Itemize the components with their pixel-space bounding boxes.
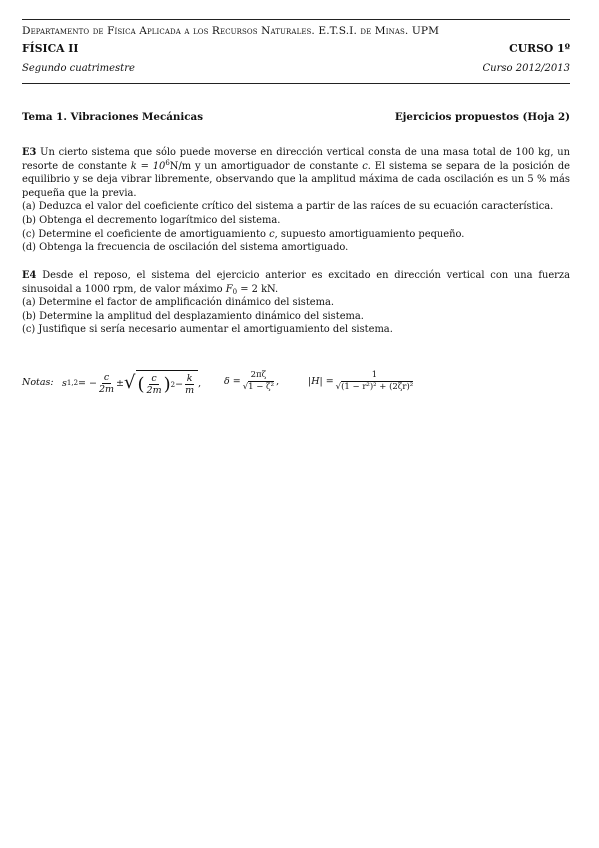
- e3-statement: [22, 146, 570, 200]
- delta-lhs: δ =: [224, 376, 241, 387]
- roots-comma: ,: [198, 377, 202, 389]
- formula-roots: s 1,2 = − $\frac{c}{2m}$ ± √ ( $\frac{c}{2m}$ ) 2 − $\frac{k}{m}$ ,: [62, 371, 202, 396]
- h-radical-icon: √: [335, 382, 342, 392]
- delta-comma: ,: [276, 376, 280, 387]
- e3-item-c: [22, 228, 570, 242]
- e3-text-1: Un cierto sistema que sólo puede moverse en dirección vertical consta de una masa total de 100 kg, un resorte de constante: [22, 147, 570, 172]
- e3-text-3: . El sistema se separa de la posición de equilibrio y se deja vibrar libremente, observando que la amplitud máxima de cada oscilación es un 5 % más pequeña que la previa.: [22, 160, 571, 199]
- e4-text-1: Desde el reposo, el sistema del ejercicio anterior es excitado en dirección vertical con una fuerza sinusoidal a 1000 rpm, de valor máximo: [22, 270, 570, 295]
- notes-formulas: [22, 364, 570, 404]
- header-subject-row: [22, 42, 570, 55]
- delta-radical-icon: √: [242, 382, 249, 392]
- course-label: CURSO 1º: [509, 42, 570, 55]
- e3-item-c-text: (c) Determine el coeficiente de amortiguamiento: [22, 228, 270, 240]
- e4-item-c: (c) Justifique si sería necesario aumentar el amortiguamiento del sistema.: [22, 324, 393, 336]
- e4-force-value: = 2 kN.: [237, 283, 279, 295]
- fraction-h: [334, 370, 416, 393]
- frac-den-2m: 2m: [98, 383, 115, 395]
- sheet-title: Ejercicios propuestos (Hoja 2): [394, 111, 570, 123]
- fraction-c-over-2m: [97, 372, 116, 395]
- subject-title: FÍSICA II: [22, 42, 79, 55]
- fraction-k-over-m: [183, 373, 196, 396]
- delta-radicand: 1 − ζ²: [248, 382, 275, 392]
- formula-amplification: [308, 370, 415, 393]
- inner-num-c: c: [151, 373, 157, 384]
- e3-k-symbol: k = 10: [130, 160, 166, 172]
- e3-item-c-symbol: c: [269, 228, 275, 240]
- notes-label: Notas:: [22, 377, 54, 388]
- inner-den-2m: 2m: [146, 385, 162, 396]
- e4-item-a: (a) Determine el factor de amplificación dinámico del sistema.: [22, 297, 335, 309]
- e3-item-b: (b) Obtenga el decremento logarítmico del sistema.: [22, 214, 281, 226]
- header-term-row: [22, 63, 570, 74]
- e4-code: E4: [22, 270, 37, 281]
- frac-num-k: k: [186, 373, 193, 384]
- frac-den-m: m: [185, 385, 195, 396]
- e3-code: E3: [22, 147, 37, 158]
- e3-item-c-tail: , supuesto amortiguamiento pequeño.: [274, 228, 465, 240]
- topic-title: Tema 1. Vibraciones Mecánicas: [22, 111, 204, 123]
- e4-force-symbol: F: [225, 283, 233, 295]
- topic-row: [22, 111, 570, 123]
- e3-c-symbol: c: [362, 160, 368, 172]
- roots-equals: = −: [78, 377, 97, 389]
- roots-symbol: s: [62, 377, 67, 389]
- h-lhs: |H| =: [308, 376, 334, 387]
- fraction-delta: [241, 370, 276, 393]
- e4-item-b: (b) Determine la amplitud del desplazamiento dinámico del sistema.: [22, 310, 364, 322]
- frac-num-c: c: [103, 371, 110, 383]
- department-name: Departamento de Física Aplicada a los Recursos Naturales. E.T.S.I. de Minas. UPM: [22, 25, 440, 37]
- sqrt-discriminant: [124, 370, 198, 396]
- e4-force-subscript: 0: [232, 287, 238, 296]
- h-radicand: (1 − r²)² + (2ζr)²: [341, 382, 414, 392]
- fraction-inner: [145, 373, 164, 396]
- header-top-rule: [22, 19, 570, 20]
- exercise-e3: [22, 146, 570, 255]
- minus-sign: −: [175, 379, 184, 390]
- h-numerator: 1: [371, 370, 378, 380]
- radicand: ( $\frac{c}{2m}$ ) 2 − $\frac{k}{m}$: [136, 370, 199, 396]
- semester-label: Segundo cuatrimestre: [22, 63, 135, 74]
- paren-close: ): [163, 373, 171, 395]
- e3-k-exponent: 6: [165, 158, 170, 167]
- e3-text-2: N/m y un amortiguador de constante: [169, 160, 363, 172]
- radical-sign-icon: √: [124, 372, 136, 393]
- header-department-row: [22, 25, 570, 37]
- delta-denominator: [241, 382, 276, 393]
- e3-item-a: (a) Deduzca el valor del coeficiente crítico del sistema a partir de las raíces de su ecuación característica.: [22, 201, 554, 213]
- paren-open: (: [137, 373, 145, 395]
- h-denominator: [334, 382, 416, 393]
- e3-item-d: (d) Obtenga la frecuencia de oscilación del sistema amortiguado.: [22, 242, 349, 254]
- e4-statement: [22, 269, 570, 296]
- exercise-e4: [22, 269, 570, 337]
- formula-log-decrement: [224, 370, 279, 393]
- academic-year: Curso 2012/2013: [482, 63, 570, 74]
- header-bottom-rule: [22, 83, 570, 84]
- delta-numerator: 2πζ: [250, 370, 267, 380]
- plus-minus-sign: ±: [116, 377, 125, 389]
